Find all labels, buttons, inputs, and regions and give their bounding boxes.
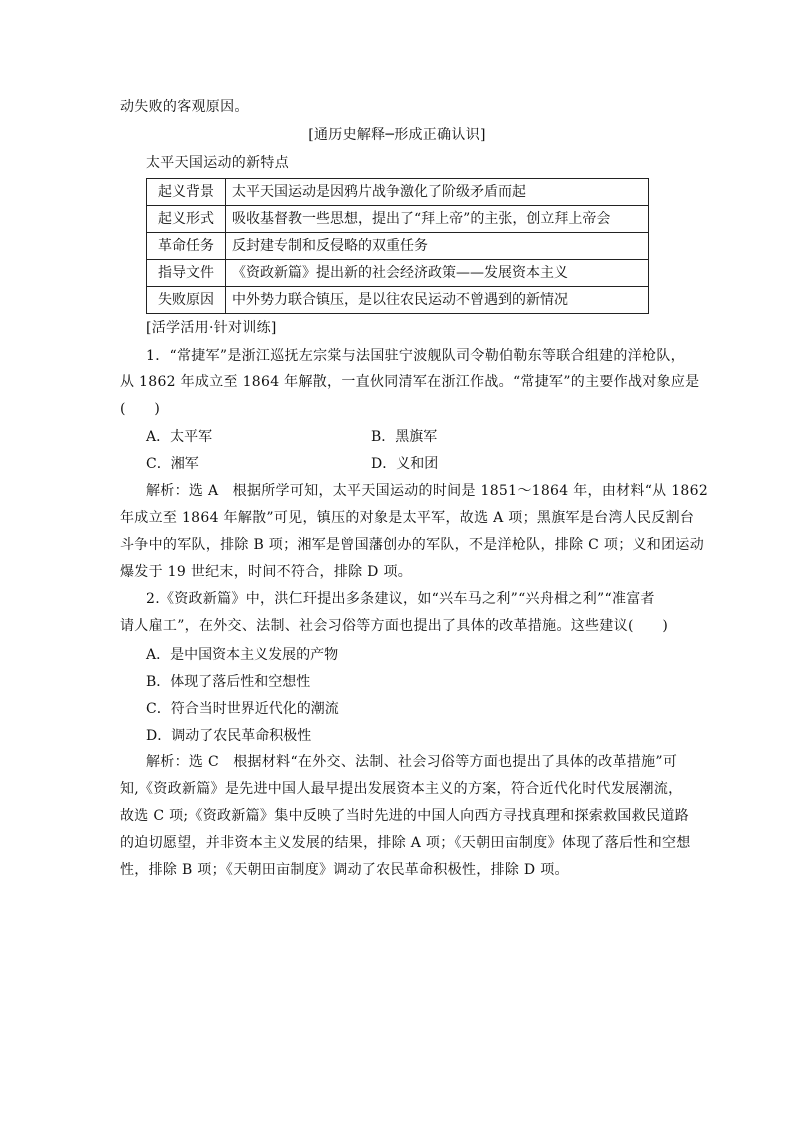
section-heading-history-interpretation: [通历史解释─形成正确认识] bbox=[308, 127, 486, 143]
question-1-option-a: A．太平军 bbox=[146, 429, 213, 445]
table-value-cell: 太平天国运动是因鸦片战争激化了阶级矛盾而起 bbox=[226, 179, 649, 206]
features-table bbox=[146, 178, 649, 314]
question-2-analysis-line-1: 解析：选 C 根据材料“在外交、法制、社会习俗等方面也提出了具体的改革措施”可 bbox=[146, 754, 678, 770]
table-value-cell: 《资政新篇》提出新的社会经济政策——发展资本主义 bbox=[226, 260, 649, 287]
table-row bbox=[147, 179, 649, 206]
table-key-cell: 革命任务 bbox=[147, 233, 226, 260]
table-key-cell: 指导文件 bbox=[147, 260, 226, 287]
question-1-analysis-line-1: 解析：选 A 根据所学可知，太平天国运动的时间是 1851～1864 年，由材料“从 1862 bbox=[146, 483, 709, 499]
question-1-analysis-line-4: 爆发于 19 世纪末，时间不符合，排除 D 项。 bbox=[120, 564, 413, 580]
question-2-analysis-line-5: 性，排除 B 项；《天朝田亩制度》调动了农民革命积极性，排除 D 项。 bbox=[120, 862, 569, 878]
table-value-cell: 反封建专制和反侵略的双重任务 bbox=[226, 233, 649, 260]
question-1-analysis-line-2: 年成立至 1864 年解散”可见，镇压的对象是太平军，故选 A 项；黑旗军是台湾人民反割台 bbox=[120, 510, 695, 526]
question-1-analysis-line-3: 斗争中的军队，排除 B 项；湘军是曾国藩创办的军队，不是洋枪队，排除 C 项；义和团运动 bbox=[120, 537, 704, 553]
question-2-analysis-line-3: 故选 C 项;《资政新篇》集中反映了当时先进的中国人向西方寻找真理和探索救国救民道路 bbox=[120, 808, 689, 824]
table-key-cell: 起义背景 bbox=[147, 179, 226, 206]
intro-tail-text: 动失败的客观原因。 bbox=[120, 99, 249, 115]
question-2-option-b: B．体现了落后性和空想性 bbox=[146, 674, 311, 690]
table-title: 太平天国运动的新特点 bbox=[146, 155, 289, 171]
table-row bbox=[147, 260, 649, 287]
question-1-line-1: 1．“常捷军”是浙江巡抚左宗棠与法国驻宁波舰队司令勒伯勒东等联合组建的洋枪队， bbox=[146, 348, 685, 364]
question-2-line-2: 请人雇工”，在外交、法制、社会习俗等方面也提出了具体的改革措施。这些建议( ) bbox=[120, 618, 669, 634]
question-2-analysis-line-2: 知,《资政新篇》是先进中国人最早提出发展资本主义的方案，符合近代化时代发展潮流， bbox=[120, 781, 683, 797]
table-value-cell: 吸收基督教一些思想，提出了“拜上帝”的主张，创立拜上帝会 bbox=[226, 206, 649, 233]
table-row bbox=[147, 206, 649, 233]
question-1-answer-blank: ( ) bbox=[120, 401, 161, 417]
section-heading-practice: [活学活用·针对训练] bbox=[146, 320, 277, 336]
question-2-option-c: C．符合当时世界近代化的潮流 bbox=[146, 701, 339, 717]
table-value-cell: 中外势力联合镇压，是以往农民运动不曾遇到的新情况 bbox=[226, 287, 649, 314]
question-1-option-d: D．义和团 bbox=[371, 456, 439, 472]
table-row bbox=[147, 233, 649, 260]
table-key-cell: 失败原因 bbox=[147, 287, 226, 314]
question-2-analysis-line-4: 的迫切愿望，并非资本主义发展的结果，排除 A 项；《天朝田亩制度》体现了落后性和空想 bbox=[120, 835, 691, 851]
question-1-option-c: C．湘军 bbox=[146, 456, 199, 472]
question-2-option-d: D．调动了农民革命积极性 bbox=[146, 728, 312, 744]
question-2-line-1: 2.《资政新篇》中，洪仁玕提出多条建议，如“兴车马之利”“兴舟楫之利”“准富者 bbox=[146, 591, 655, 607]
table-row bbox=[147, 287, 649, 314]
table-key-cell: 起义形式 bbox=[147, 206, 226, 233]
question-1-line-2: 从 1862 年成立至 1864 年解散，一直伙同清军在浙江作战。“常捷军”的主要作战对象应是 bbox=[120, 374, 700, 390]
question-1-option-b: B．黑旗军 bbox=[371, 429, 438, 445]
question-2-option-a: A．是中国资本主义发展的产物 bbox=[146, 647, 339, 663]
